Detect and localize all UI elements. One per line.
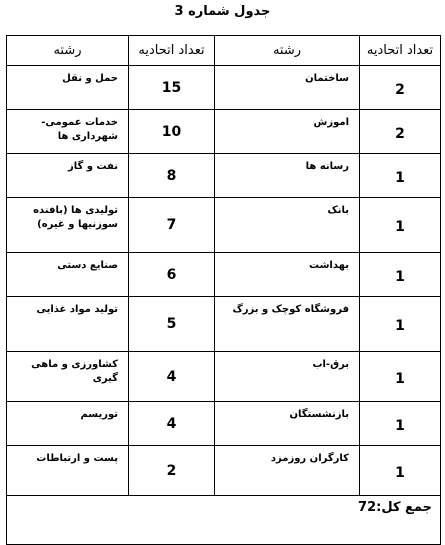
count-cell: 4 bbox=[129, 352, 215, 402]
field-cell: کارگران روزمزد bbox=[215, 446, 360, 496]
field-cell: بازنشستگان bbox=[215, 402, 360, 446]
header-field-right: رشته bbox=[215, 36, 360, 66]
field-cell: فروشگاه کوچک و بزرگ bbox=[215, 297, 360, 352]
unions-table bbox=[6, 35, 441, 545]
count-cell: 1 bbox=[360, 198, 441, 253]
field-cell: بهداشت bbox=[215, 253, 360, 297]
field-cell: اموزش bbox=[215, 110, 360, 154]
table-row bbox=[7, 198, 441, 253]
count-cell: 5 bbox=[129, 297, 215, 352]
field-cell: ساختمان bbox=[215, 66, 360, 110]
field-cell: کشاورزی و ماهی گیری bbox=[7, 352, 129, 402]
table-row bbox=[7, 66, 441, 110]
table-row bbox=[7, 253, 441, 297]
table-row bbox=[7, 110, 441, 154]
field-cell: صنایع دستی bbox=[7, 253, 129, 297]
field-cell: برق-اب bbox=[215, 352, 360, 402]
count-cell: 8 bbox=[129, 154, 215, 198]
count-cell: 4 bbox=[129, 402, 215, 446]
count-cell: 1 bbox=[360, 402, 441, 446]
header-count-right: تعداد اتحادیه bbox=[360, 36, 441, 66]
table-row bbox=[7, 402, 441, 446]
field-cell: نفت و گاز bbox=[7, 154, 129, 198]
field-cell: تولید مواد غذایی bbox=[7, 297, 129, 352]
total-label: جمع کل:72 bbox=[7, 496, 441, 545]
header-count-left: تعداد اتحادیه bbox=[129, 36, 215, 66]
count-cell: 2 bbox=[129, 446, 215, 496]
count-cell: 7 bbox=[129, 198, 215, 253]
count-cell: 2 bbox=[360, 66, 441, 110]
table-row bbox=[7, 154, 441, 198]
table-title: جدول شماره 3 bbox=[174, 4, 271, 19]
field-cell: خدمات عمومی- شهرداری ها bbox=[7, 110, 129, 154]
count-cell: 2 bbox=[360, 110, 441, 154]
header-row bbox=[7, 36, 441, 66]
field-cell: پست و ارتباطات bbox=[7, 446, 129, 496]
table-row bbox=[7, 352, 441, 402]
count-cell: 1 bbox=[360, 297, 441, 352]
header-field-left: رشته bbox=[7, 36, 129, 66]
count-cell: 10 bbox=[129, 110, 215, 154]
table-row bbox=[7, 446, 441, 496]
table-row bbox=[7, 297, 441, 352]
count-cell: 1 bbox=[360, 154, 441, 198]
field-cell: تولیدی ها (بافنده سوزنیها و غیره) bbox=[7, 198, 129, 253]
count-cell: 15 bbox=[129, 66, 215, 110]
count-cell: 1 bbox=[360, 352, 441, 402]
field-cell: رسانه ها bbox=[215, 154, 360, 198]
field-cell: حمل و نقل bbox=[7, 66, 129, 110]
count-cell: 1 bbox=[360, 446, 441, 496]
count-cell: 1 bbox=[360, 253, 441, 297]
field-cell: بانک bbox=[215, 198, 360, 253]
count-cell: 6 bbox=[129, 253, 215, 297]
field-cell: توریسم bbox=[7, 402, 129, 446]
total-row bbox=[7, 496, 441, 545]
